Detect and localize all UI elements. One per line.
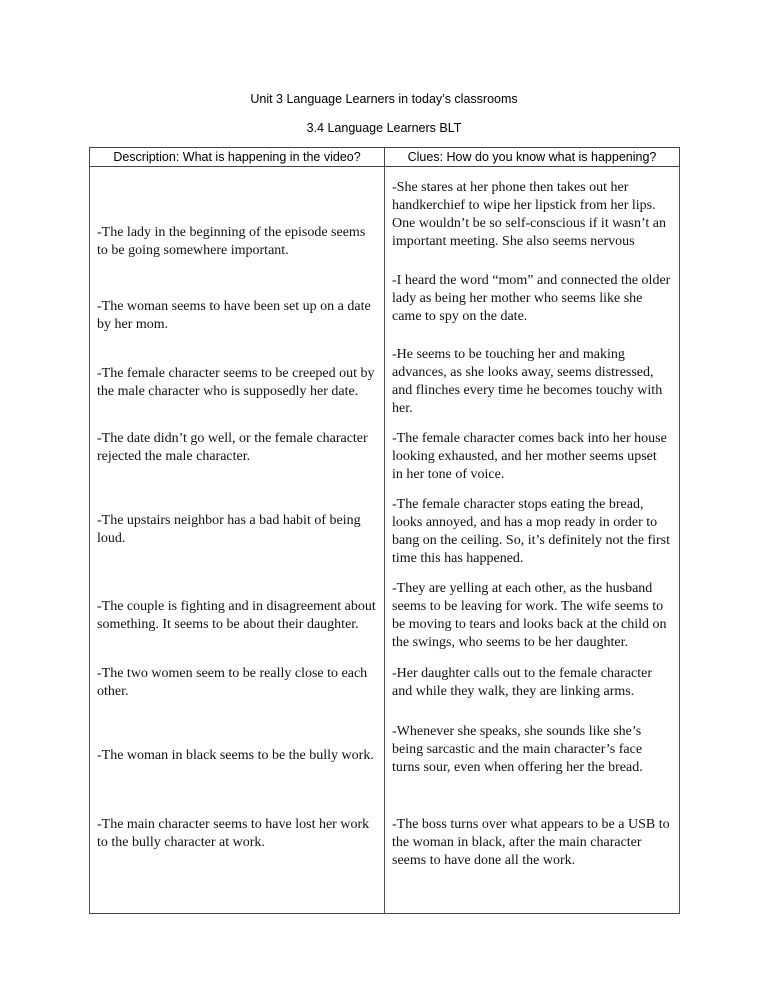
clues-cell [385, 653, 680, 711]
table-header-row [90, 148, 680, 167]
header-description: Description: What is happening in the video? [90, 148, 385, 167]
table-row [90, 653, 680, 711]
description-text: -The lady in the beginning of the episode seems to be going somewhere important. [97, 225, 366, 258]
clues-text: -The female character stops eating the bread, looks annoyed, and has a mop ready in order to bang on the ceiling. So, it’s definitely not the first time this has happened. [392, 497, 671, 566]
clues-cell [385, 484, 680, 568]
clues-text: -I heard the word “mom” and connected the older lady as being her mother who seems like she came to spy on the date. [392, 273, 671, 324]
description-cell [90, 484, 385, 568]
document-title: Unit 3 Language Learners in today’s classrooms [250, 92, 518, 106]
clues-cell [385, 711, 680, 804]
description-text: -The main character seems to have lost her work to the bully character at work. [97, 817, 370, 850]
description-text: -The woman seems to have been set up on a date by her mom. [97, 299, 371, 332]
table-row [90, 568, 680, 653]
table-row [90, 167, 680, 261]
description-cell [90, 260, 385, 334]
description-text: -The date didn’t go well, or the female character rejected the male character. [97, 431, 368, 464]
description-text: -The female character seems to be creeped out by the male character who is supposedly her date. [97, 366, 375, 399]
table-row [90, 804, 680, 913]
description-text: -The couple is fighting and in disagreement about something. It seems to be about their daughter. [97, 599, 376, 632]
clues-text: -Whenever she speaks, she sounds like she’s being sarcastic and the main character’s face turns sour, even when offering her the bread. [392, 724, 643, 775]
clues-text: -The female character comes back into her house looking exhausted, and her mother seems upset in her tone of voice. [392, 431, 667, 482]
description-cell [90, 711, 385, 804]
clues-cell [385, 334, 680, 418]
description-cell [90, 334, 385, 418]
description-text: -The upstairs neighbor has a bad habit of being loud. [97, 513, 361, 546]
description-cell [90, 804, 385, 913]
table-row [90, 334, 680, 418]
clues-text: -Her daughter calls out to the female character and while they walk, they are linking arms. [392, 666, 653, 699]
clues-cell [385, 260, 680, 334]
clues-text: -She stares at her phone then takes out her handkerchief to wipe her lipstick from her lips. One wouldn’t be so self-conscious if it wasn’t an important meeting. She also seems nervous [392, 180, 666, 249]
clues-text: -He seems to be touching her and making advances, as she looks away, seems distressed, and flinches every time he becomes touchy with her. [392, 347, 663, 416]
header-clues: Clues: How do you know what is happening? [385, 148, 680, 167]
clues-text: -The boss turns over what appears to be a USB to the woman in black, after the main character seems to have done all the work. [392, 817, 670, 868]
clues-text: -They are yelling at each other, as the husband seems to be leaving for work. The wife seems to be moving to tears and looks back at the child on the swings, who seems to be her daughter. [392, 581, 667, 650]
description-cell [90, 418, 385, 484]
clues-cell [385, 804, 680, 913]
description-text: -The two women seem to be really close to each other. [97, 666, 368, 699]
table-row [90, 418, 680, 484]
blt-table [89, 147, 680, 914]
description-cell [90, 568, 385, 653]
clues-cell [385, 167, 680, 261]
description-cell [90, 653, 385, 711]
description-text: -The woman in black seems to be the bully work. [97, 748, 374, 763]
clues-cell [385, 418, 680, 484]
clues-cell [385, 568, 680, 653]
table-row [90, 711, 680, 804]
document-subtitle: 3.4 Language Learners BLT [306, 121, 462, 135]
description-cell [90, 167, 385, 261]
table-row [90, 484, 680, 568]
table-row [90, 260, 680, 334]
